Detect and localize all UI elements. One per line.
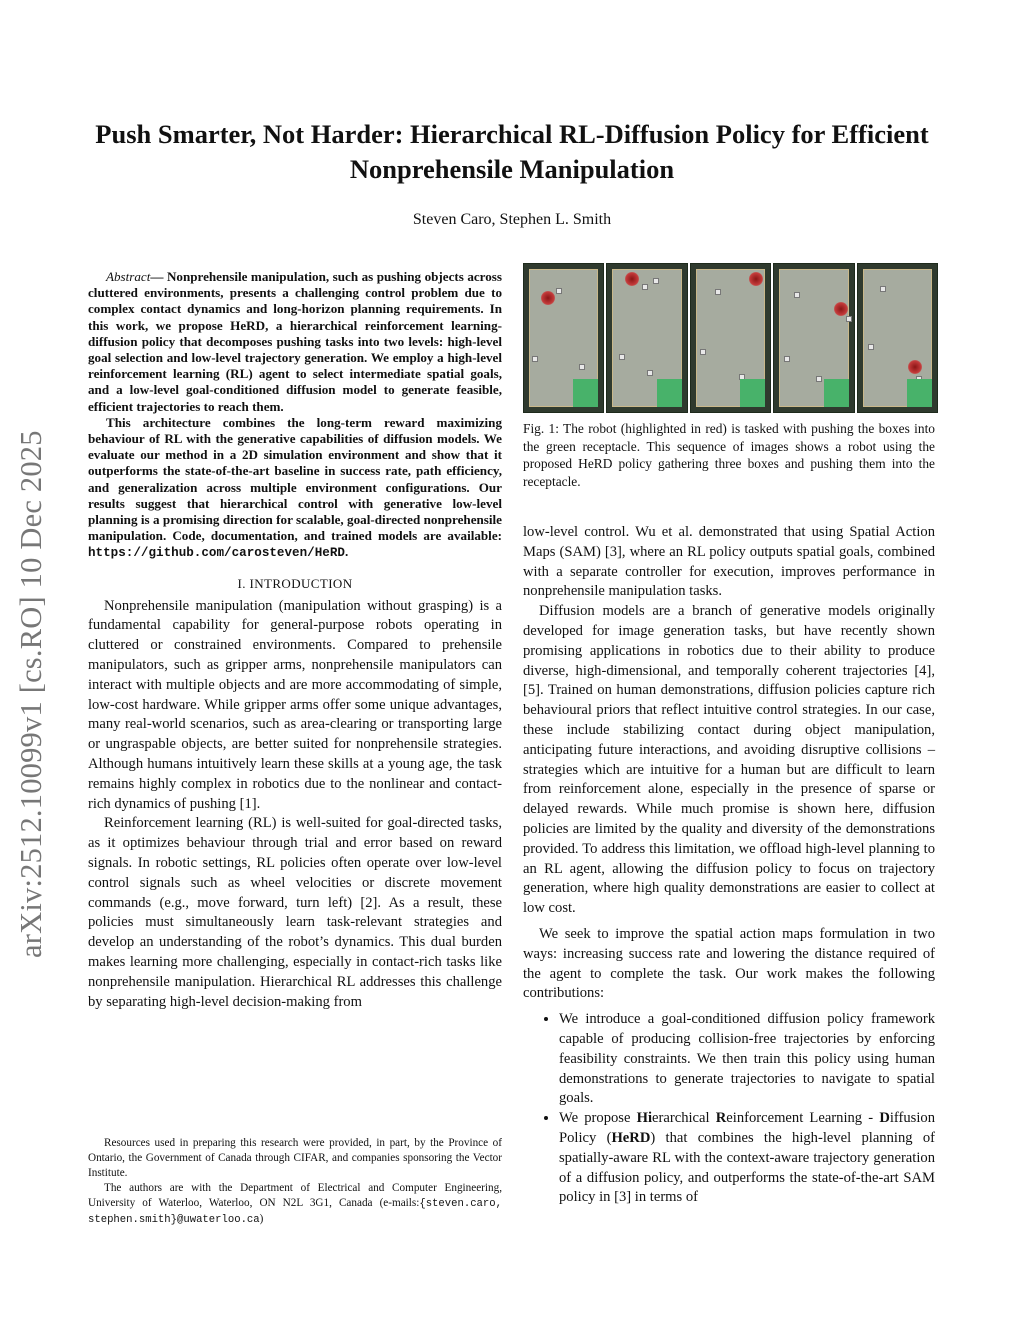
robot-marker	[749, 272, 763, 286]
box	[647, 370, 653, 376]
code-link[interactable]: https://github.com/carosteven/HeRD	[88, 546, 345, 561]
c2-a: We propose	[559, 1110, 637, 1127]
green-receptacle	[907, 379, 932, 407]
right-paragraph-2: Diffusion models are a branch of generative models originally developed for image generation tasks, but have recently shown promising applications in robotics due to their ability to produce diverse, high-dimensional, and temporally coherent trajectories [4], [5]. Trained on human demonstrations, diffusion policies capture rich behavioural priors that reflect intuitive control strategies. In our case, these include stabilizing contact during object manipulation, anticipating future interactions, and avoiding disruptive collisions – strategies which are intuitive for a human but are difficult to learn from reinforcement alone, especially in the presence of sparse or delayed rewards. While much promise is shown here, diffusion policies are limited by the quality and diversity of the demonstrations provided. To address this limitation, we offload high-level planning to an RL agent, allowing the diffusion policy to focus on trajectory generation, where high quality demonstrations are easier to collect at low cost.	[523, 603, 935, 917]
figure-panel-5	[857, 263, 938, 413]
footnote-affiliation-end: )	[259, 1213, 264, 1225]
section-heading-introduction: I. INTRODUCTION	[237, 575, 353, 591]
box	[579, 364, 585, 370]
c2-e: einforcement Learning -	[726, 1110, 880, 1127]
c2-b: Hi	[636, 1110, 653, 1127]
author-emails: {steven.caro, stephen.smith}@uwaterloo.ca	[88, 1198, 502, 1226]
box	[700, 349, 706, 355]
footnotes	[88, 1136, 502, 1228]
box	[642, 284, 648, 290]
figure-panel-1	[523, 263, 604, 413]
paper-authors: Steven Caro, Stephen L. Smith	[412, 211, 612, 228]
abstract-label: Abstract	[106, 269, 151, 284]
robot-marker	[908, 360, 922, 374]
c2-d: R	[715, 1110, 727, 1127]
contribution-item-1: • We introduce a goal-conditioned diffusion policy framework capable of producing collision-free trajectories by enforcing feasibility constraints. We then train this policy using human demonstrations to generate trajectories to navigate to spatial goals.	[559, 1010, 935, 1109]
figure-1-image-sequence	[523, 263, 938, 413]
abstract-text-2: This architecture combines the long-term reward maximizing behaviour of RL with the generative capabilities of diffusion models. We evaluate our method in a 2D simulation environment and show that it outperforms the state-of-the-art baseline in success rate, path efficiency, and generalization across multiple environment configurations. Our results suggest that hierarchical control with generative low-level planning is a promising direction for scalable, goal-directed nonprehensile manipulation. Code, documentation, and trained models are available:	[88, 414, 502, 544]
box	[816, 376, 822, 382]
c2-h: HeRD	[611, 1129, 651, 1146]
c2-i: ) that combines the high-level planning of spatially-aware RL with the context-aware trajectory generation of a diffusion policy, and outperforms the state-of-the-art SAM policy in [3] in terms of	[559, 1129, 935, 1206]
box	[532, 356, 538, 362]
contribution-item-2	[559, 1109, 935, 1208]
abstract-text-2-end: .	[344, 544, 349, 560]
figure-panel-2	[606, 263, 687, 413]
green-receptacle	[824, 379, 849, 407]
box	[619, 354, 625, 360]
box	[653, 278, 659, 284]
footnote-affiliation	[88, 1181, 502, 1228]
right-paragraph-3: We seek to improve the spatial action maps formulation in two ways: increasing success rate and lowering the distance required of the agent to complete the task. Our work makes the following contributions:	[523, 925, 935, 1002]
c2-g: iffusion Policy (	[559, 1110, 935, 1146]
figure-panel-3	[690, 263, 771, 413]
abstract-paragraph-1	[88, 269, 502, 415]
abstract-paragraph-2	[88, 415, 502, 562]
box	[794, 292, 800, 298]
box	[846, 316, 852, 322]
figure-panel-4	[773, 263, 854, 413]
green-receptacle	[657, 379, 682, 407]
box	[715, 289, 721, 295]
c2-c: erarchical	[652, 1110, 716, 1127]
left-column	[88, 269, 502, 1012]
contributions-list	[523, 1010, 935, 1208]
paper-title: Push Smarter, Not Harder: Hierarchical RL-Diffusion Policy for Efficient Nonprehensile Manipulation	[95, 119, 929, 184]
arxiv-identifier: arXiv:2512.10099v1 [cs.RO] 10 Dec 2025	[14, 430, 48, 958]
box	[784, 356, 790, 362]
box	[868, 344, 874, 350]
green-receptacle	[573, 379, 598, 407]
footnote-funding: Resources used in preparing this research were provided, in part, by the Province of Ontario, the Government of Canada through CIFAR, and companies sponsoring the Vector Institute.	[88, 1137, 502, 1179]
footnote-affiliation-text: The authors are with the Department of Electrical and Computer Engineering, University of Waterloo, Waterloo, ON N2L 3G1, Canada (e-mails:	[88, 1182, 502, 1209]
right-column	[523, 523, 935, 1208]
abstract-text-1: — Nonprehensile manipulation, such as pushing objects across cluttered environments, presents a challenging control problem due to complex contact dynamics and long-horizon planning requirements. In this work, we propose HeRD, a hierarchical reinforcement learning-diffusion policy that decomposes pushing tasks into two levels: high-level goal selection and low-level trajectory generation. We employ a high-level reinforcement learning (RL) agent to select intermediate spatial goals, and a low-level goal-conditioned diffusion model to generate feasible, efficient trajectories to reach them.	[88, 269, 502, 414]
figure-1-caption: Fig. 1: The robot (highlighted in red) is tasked with pushing the boxes into the green receptacle. This sequence of images shows a robot using the proposed HeRD policy gathering three boxes and pushing them into the receptacle.	[523, 421, 935, 489]
box	[556, 288, 562, 294]
c2-f: D	[879, 1110, 890, 1127]
right-paragraph-1: low-level control. Wu et al. demonstrated that using Spatial Action Maps (SAM) [3], where an RL policy outputs spatial goals, combined with a separate controller for execution, improves performance in nonprehensile manipulation tasks.	[523, 524, 935, 600]
intro-paragraph-1: Nonprehensile manipulation (manipulation without grasping) is a fundamental capability for general-purpose robots operating in cluttered or constrained environments. Compared to prehensile manipulators, such as gripper arms, nonprehensile manipulators can interact with multiple objects and are more accommodating of simple, low-cost hardware. While gripper arms offer some unique advantages, many real-world scenarios, such as area-clearing or transporting large or ungraspable objects, are better suited for nonprehensile strategies. Although humans intuitively learn these skills at a young age, the task remains highly complex in robotics due to the nonlinear and contact-rich dynamics of pushing [1].	[88, 597, 502, 812]
robot-marker	[541, 291, 555, 305]
intro-paragraph-2: Reinforcement learning (RL) is well-suited for goal-directed tasks, as it optimizes behaviour through trial and error based on reward signals. In robotic settings, RL policies often operate over low-level control signals such as wheel velocities or discrete movement commands (e.g., move forward, turn left) [2]. As a result, these policies must simultaneously learn task-relevant strategies and develop an understanding of the robot’s dynamics. This dual burden makes learning more challenging, especially in contact-rich tasks like nonprehensile manipulation. Hierarchical RL addresses this challenge by separating high-level decision-making from	[88, 815, 502, 1010]
box	[880, 286, 886, 292]
green-receptacle	[740, 379, 765, 407]
